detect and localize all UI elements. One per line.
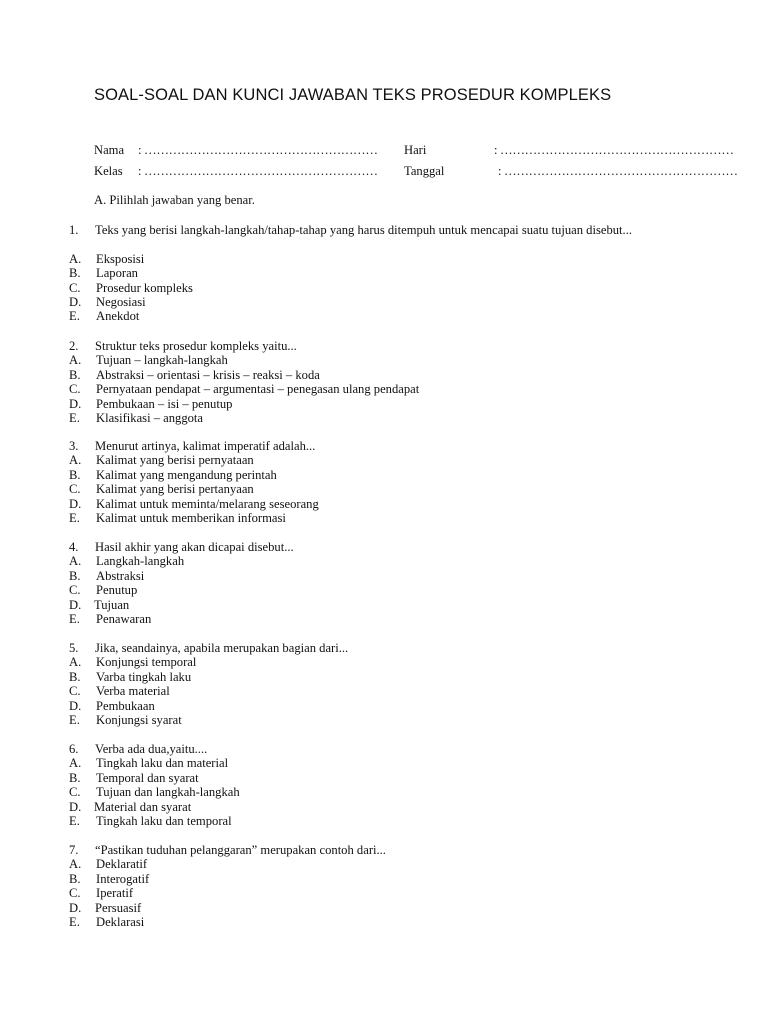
tanggal-label: Tanggal: [404, 164, 445, 178]
option-letter: B.: [69, 266, 81, 281]
question-7: [69, 843, 669, 929]
question-5: [69, 641, 669, 727]
question-text: Jika, seandainya, apabila merupakan bagian dari...: [95, 641, 349, 655]
option-letter: A.: [69, 655, 82, 670]
nama-field: : …………………………………………………: [138, 143, 378, 157]
option-letter: E.: [69, 813, 80, 828]
question-number: 2.: [69, 339, 79, 353]
option-text: Negosiasi: [96, 294, 146, 309]
option-letter: C.: [69, 886, 81, 901]
option-text: Langkah-langkah: [96, 554, 185, 569]
option-a: [69, 756, 669, 770]
option-text: Abstraksi: [96, 568, 145, 583]
option-letter: D.: [69, 597, 82, 612]
question-number: 3.: [69, 439, 79, 453]
tanggal-field: : …………………………………………………: [498, 164, 738, 178]
option-text: Penawaran: [96, 611, 152, 626]
option-b: [69, 368, 669, 382]
option-e: [69, 713, 669, 727]
question-text: Struktur teks prosedur kompleks yaitu...: [95, 339, 297, 353]
nama-label: Nama: [94, 143, 125, 157]
option-c: [69, 482, 669, 496]
option-text: Pembukaan: [96, 698, 155, 713]
option-e: [69, 411, 669, 425]
question-1: [69, 223, 669, 324]
option-text: Prosedur kompleks: [96, 280, 193, 295]
option-letter: E.: [69, 410, 80, 425]
option-letter: E.: [69, 712, 80, 727]
question-number: 4.: [69, 540, 79, 554]
option-text: Kalimat untuk memberikan informasi: [96, 510, 286, 525]
option-letter: D.: [69, 294, 82, 309]
option-c: [69, 583, 669, 597]
option-letter: B.: [69, 367, 81, 382]
question-text: Hasil akhir yang akan dicapai disebut...: [95, 540, 294, 554]
option-text: Deklaratif: [96, 857, 148, 872]
option-a: [69, 857, 669, 871]
option-text: Pembukaan – isi – penutup: [96, 396, 233, 411]
option-text: Kalimat yang mengandung perintah: [96, 467, 277, 482]
kelas-field: : …………………………………………………: [138, 164, 378, 178]
option-letter: A.: [69, 353, 82, 368]
option-letter: C.: [69, 785, 81, 800]
option-text: Iperatif: [96, 886, 134, 901]
option-letter: C.: [69, 583, 81, 598]
option-d: [69, 397, 669, 411]
question-text: Menurut artinya, kalimat imperatif adalah...: [95, 439, 316, 453]
question-number: 5.: [69, 641, 79, 655]
option-text: Konjungsi syarat: [96, 712, 182, 727]
option-letter: B.: [69, 770, 81, 785]
option-d: [69, 598, 669, 612]
option-letter: A.: [69, 857, 82, 872]
document-title: SOAL-SOAL DAN KUNCI JAWABAN TEKS PROSEDUR KOMPLEKS: [94, 86, 612, 104]
option-b: [69, 569, 669, 583]
question-text: Verba ada dua,yaitu....: [95, 742, 208, 756]
option-text: Deklarasi: [96, 914, 145, 929]
question-3: [69, 439, 669, 525]
option-letter: B.: [69, 568, 81, 583]
option-c: [69, 785, 669, 799]
option-letter: A.: [69, 554, 82, 569]
option-letter: C.: [69, 482, 81, 497]
option-text: Temporal dan syarat: [96, 770, 199, 785]
option-a: [69, 252, 669, 266]
option-letter: D.: [69, 698, 82, 713]
option-letter: E.: [69, 611, 80, 626]
hari-field: : …………………………………………………: [494, 143, 734, 157]
question-4: [69, 540, 669, 626]
option-letter: D.: [69, 396, 82, 411]
option-letter: D.: [69, 799, 82, 814]
option-c: [69, 684, 669, 698]
option-e: [69, 612, 669, 626]
option-text: Eksposisi: [96, 251, 145, 266]
option-text: Abstraksi – orientasi – krisis – reaksi – koda: [96, 367, 320, 382]
kelas-label: Kelas: [94, 164, 123, 178]
option-letter: D.: [69, 900, 82, 915]
option-text: Tujuan dan langkah-langkah: [96, 785, 240, 800]
option-c: [69, 886, 669, 900]
hari-label: Hari: [404, 143, 427, 157]
option-b: [69, 266, 669, 280]
question-6: [69, 742, 669, 828]
option-e: [69, 915, 669, 929]
question-text: “Pastikan tuduhan pelanggaran” merupakan contoh dari...: [95, 843, 386, 857]
option-text: Material dan syarat: [94, 799, 192, 814]
option-text: Pernyataan pendapat – argumentasi – penegasan ulang pendapat: [96, 382, 420, 397]
option-text: Persuasif: [95, 900, 142, 915]
option-e: [69, 309, 669, 323]
option-letter: B.: [69, 871, 81, 886]
option-text: Tujuan – langkah-langkah: [96, 353, 228, 368]
option-text: Tingkah laku dan temporal: [96, 813, 232, 828]
option-text: Kalimat untuk meminta/melarang seseorang: [96, 496, 319, 511]
option-b: [69, 872, 669, 886]
option-b: [69, 771, 669, 785]
option-letter: E.: [69, 914, 80, 929]
option-e: [69, 814, 669, 828]
option-text: Anekdot: [96, 309, 140, 324]
option-d: [69, 800, 669, 814]
option-letter: A.: [69, 251, 82, 266]
option-a: [69, 655, 669, 669]
option-b: [69, 468, 669, 482]
question-number: 7.: [69, 843, 79, 857]
option-text: Penutup: [96, 583, 138, 598]
option-letter: C.: [69, 382, 81, 397]
option-letter: A.: [69, 756, 82, 771]
instruction-text: A. Pilihlah jawaban yang benar.: [94, 193, 255, 207]
option-letter: B.: [69, 467, 81, 482]
option-d: [69, 295, 669, 309]
option-a: [69, 554, 669, 568]
option-a: [69, 453, 669, 467]
option-text: Kalimat yang berisi pernyataan: [96, 453, 254, 468]
option-text: Konjungsi temporal: [96, 655, 197, 670]
option-d: [69, 699, 669, 713]
option-e: [69, 511, 669, 525]
question-text: Teks yang berisi langkah-langkah/tahap-tahap yang harus ditempuh untuk mencapai suatu tujuan disebut...: [95, 223, 633, 237]
question-2: [69, 339, 669, 425]
option-d: [69, 901, 669, 915]
option-d: [69, 497, 669, 511]
option-text: Klasifikasi – anggota: [96, 410, 204, 425]
option-letter: C.: [69, 684, 81, 699]
option-letter: E.: [69, 309, 80, 324]
option-text: Kalimat yang berisi pertanyaan: [96, 482, 254, 497]
question-number: 1.: [69, 223, 79, 237]
question-number: 6.: [69, 742, 79, 756]
option-b: [69, 670, 669, 684]
option-letter: D.: [69, 496, 82, 511]
option-letter: A.: [69, 453, 82, 468]
option-letter: C.: [69, 280, 81, 295]
option-letter: B.: [69, 669, 81, 684]
option-text: Tingkah laku dan material: [96, 756, 229, 771]
option-a: [69, 353, 669, 367]
option-text: Laporan: [96, 266, 138, 281]
option-c: [69, 382, 669, 396]
option-text: Verba material: [96, 684, 170, 699]
option-text: Tujuan: [94, 597, 130, 612]
option-text: Interogatif: [96, 871, 150, 886]
option-c: [69, 281, 669, 295]
option-letter: E.: [69, 510, 80, 525]
option-text: Varba tingkah laku: [96, 669, 192, 684]
